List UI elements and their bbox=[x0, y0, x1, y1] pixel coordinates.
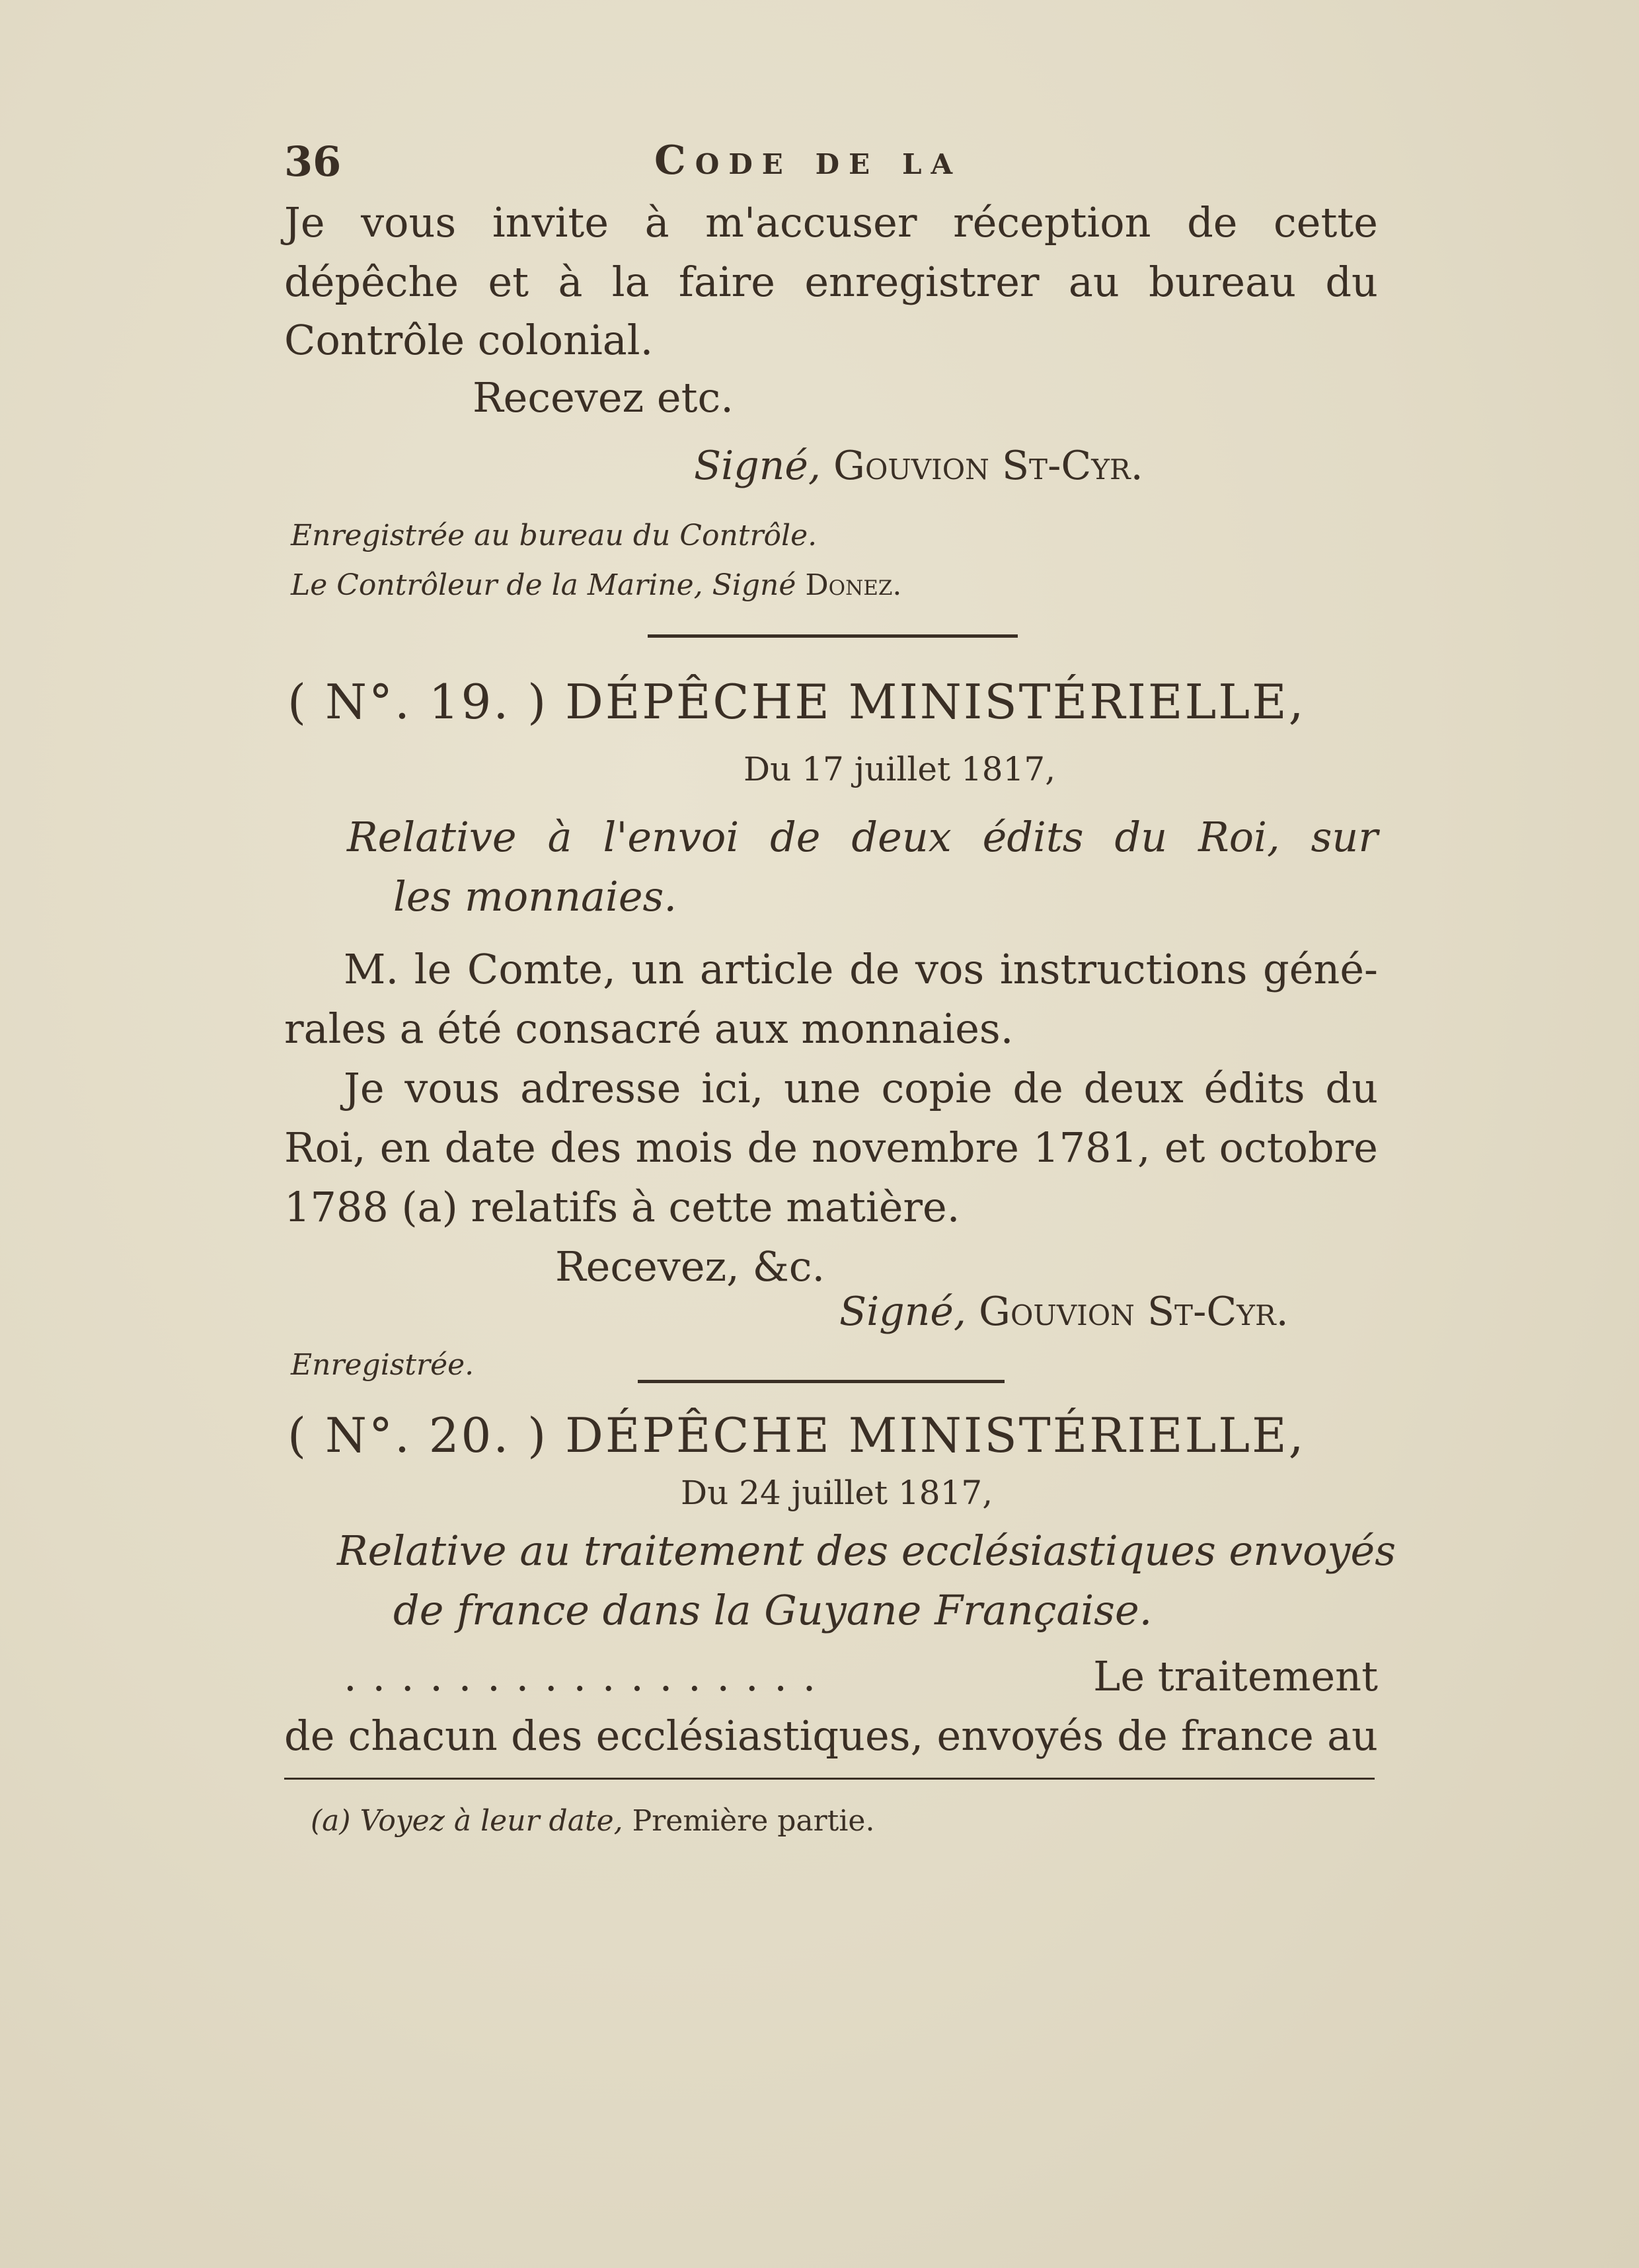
dispatch-19-body-1: M. le Comte, un article de vos instructions géné- bbox=[344, 945, 1378, 993]
footnote-marker: (a) bbox=[311, 1804, 351, 1838]
dispatch-19-body-5: 1788 (a) relatifs à cette matière. bbox=[284, 1183, 960, 1231]
signed-label: Signé, bbox=[694, 443, 821, 489]
dispatch-19-body-3: Je vous adresse ici, une copie de deux édits du bbox=[344, 1064, 1378, 1112]
dispatch-20-date: Du 24 juillet 1817, bbox=[681, 1474, 993, 1512]
footnote-roman-text: Première partie. bbox=[632, 1804, 875, 1838]
letter-line-3: Contrôle colonial. bbox=[284, 316, 654, 364]
controller-note bbox=[291, 568, 901, 602]
dispatch-20-body-1-text: Le traitement bbox=[1093, 1652, 1378, 1700]
section-divider bbox=[638, 1380, 1005, 1383]
letter-closing: Recevez etc. bbox=[473, 373, 734, 422]
signer-name: Gouvion St-Cyr. bbox=[833, 443, 1143, 489]
controller-label: Le Contrôleur de la Marine, Signé bbox=[291, 568, 796, 602]
letter-signature bbox=[694, 443, 1143, 489]
page-number: 36 bbox=[284, 137, 342, 186]
footnote-italic-text: Voyez à leur date, bbox=[360, 1804, 623, 1838]
footnote bbox=[311, 1804, 874, 1838]
dispatch-19-date: Du 17 juillet 1817, bbox=[743, 750, 1056, 788]
dispatch-20-number: ( N°. 20. ) bbox=[287, 1408, 549, 1463]
running-title: Code de la bbox=[654, 137, 962, 184]
dispatch-20-title: DÉPÊCHE MINISTÉRIELLE, bbox=[565, 1408, 1306, 1463]
dispatch-19-body-4: Roi, en date des mois de novembre 1781, et octobre bbox=[284, 1123, 1378, 1172]
signed-label: Signé, bbox=[839, 1289, 966, 1335]
letter-line-2: dépêche et à la faire enregistrer au bureau du bbox=[284, 258, 1378, 306]
dispatch-20-subject-1: Relative au traitement des ecclésiastiques envoyés bbox=[337, 1527, 1396, 1575]
dispatch-19-subject-1: Relative à l'envoi de deux édits du Roi, sur bbox=[347, 813, 1378, 861]
dispatch-20-body-1 bbox=[344, 1652, 1378, 1700]
ellipsis-dots: . . . . . . . . . . . . . . . . . bbox=[344, 1652, 818, 1700]
dispatch-19-heading bbox=[287, 674, 1306, 730]
dispatch-20-subject-2: de france dans la Guyane Française. bbox=[393, 1586, 1153, 1634]
dispatch-19-body-2: rales a été consacré aux monnaies. bbox=[284, 1004, 1014, 1053]
dispatch-19-closing: Recevez, &c. bbox=[555, 1242, 825, 1291]
dispatch-20-heading bbox=[287, 1408, 1306, 1463]
letter-line-1: Je vous invite à m'accuser réception de cette bbox=[284, 198, 1378, 246]
signer-name: Gouvion St-Cyr. bbox=[979, 1289, 1289, 1335]
dispatch-19-subject-2: les monnaies. bbox=[393, 872, 677, 921]
section-divider bbox=[648, 634, 1018, 638]
controller-name: Donez. bbox=[805, 568, 902, 602]
footnote-rule bbox=[284, 1778, 1375, 1780]
registration-note: Enregistrée au bureau du Contrôle. bbox=[291, 519, 818, 552]
dispatch-19-title: DÉPÊCHE MINISTÉRIELLE, bbox=[565, 674, 1306, 730]
dispatch-19-registration: Enregistrée. bbox=[291, 1348, 475, 1382]
dispatch-20-body-2: de chacun des ecclésiastiques, envoyés de france au bbox=[284, 1712, 1378, 1760]
dispatch-19-number: ( N°. 19. ) bbox=[287, 674, 549, 730]
dispatch-19-signature bbox=[839, 1289, 1289, 1335]
